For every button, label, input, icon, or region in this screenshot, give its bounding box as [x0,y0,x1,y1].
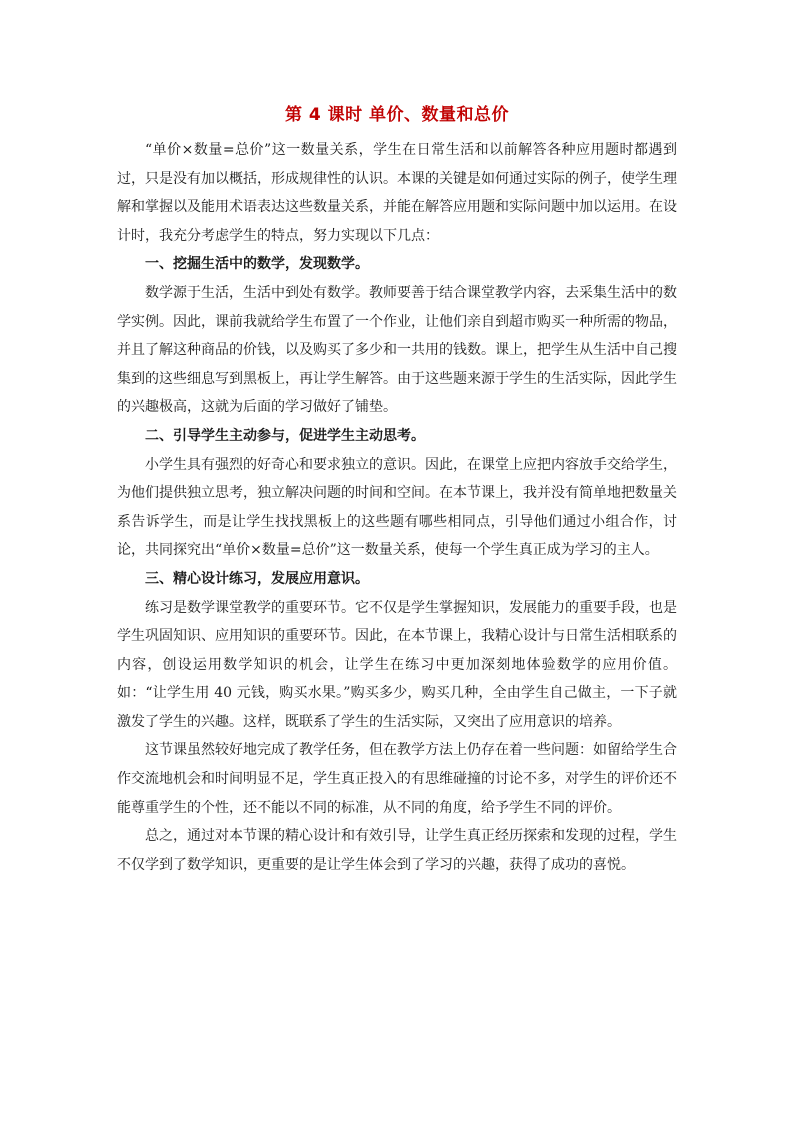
paragraph-intro: “单价×数量=总价”这一数量关系，学生在日常生活和以前解答各种应用题时都遇到过，只是没有加以概括，形成规律性的认识。本课的关键是如何通过实际的例子，使学生理解和掌握以及能用术语表达这些数量关系，并能在解答应用题和实际问题中加以运用。在设计时，我充分考虑学生的特点，努力实现以下几点： [117,142,677,244]
section-heading-1: 一、挖掘生活中的数学，发现数学。 [145,256,369,273]
paragraph-conclusion: 总之，通过对本节课的精心设计和有效引导，让学生真正经历探索和发现的过程，学生不仅学到了数学知识，更重要的是让学生体会到了学习的兴趣，获得了成功的喜悦。 [117,828,677,873]
paragraph-reflection: 这节课虽然较好地完成了教学任务，但在教学方法上仍存在着一些问题：如留给学生合作交流地机会和时间明显不足，学生真正投入的有思维碰撞的讨论不多，对学生的评价还不能尊重学生的个性，还不能以不同的标准，从不同的角度，给予学生不同的评价。 [117,742,677,816]
document-page [117,102,677,879]
paragraph-section-1: 数学源于生活，生活中到处有数学。教师要善于结合课堂教学内容，去采集生活中的数学实例。因此，课前我就给学生布置了一个作业，让他们亲自到超市购买一种所需的物品，并且了解这种商品的价钱，以及购买了多少和一共用的钱数。课上，把学生从生活中自己搜集到的这些细息写到黑板上，再让学生解答。由于这些题来源于学生的生活实际，因此学生的兴趣极高，这就为后面的学习做好了铺垫。 [117,284,677,416]
document-title: 第 4 课时 单价、数量和总价 [284,105,510,125]
section-heading-3: 三、精心设计练习，发展应用意识。 [145,570,369,587]
paragraph-section-2: 小学生具有强烈的好奇心和要求独立的意识。因此，在课堂上应把内容放手交给学生，为他们提供独立思考，独立解决问题的时间和空间。在本节课上，我并没有简单地把数量关系告诉学生，而是让学生找找黑板上的这些题有哪些相同点，引导他们通过小组合作，讨论，共同探究出“单价×数量=总价”这一数量关系，使每一个学生真正成为学习的主人。 [117,456,677,559]
section-heading-2: 二、引导学生主动参与，促进学生主动思考。 [145,427,425,444]
paragraph-section-3: 练习是数学课堂教学的重要环节。它不仅是学生掌握知识，发展能力的重要手段，也是学生巩固知识、应用知识的重要环节。因此，在本节课上，我精心设计与日常生活相联系的内容，创设运用数学知识的机会，让学生在练习中更加深刻地体验数学的应用价值。如：“让学生用 40 元钱，购买水果。”购买多少，购买几种，全由学生自己做主，一下子就激发了学生的兴趣。这样，既联系了学生的生活实际，又突出了应用意识的培养。 [117,599,677,730]
